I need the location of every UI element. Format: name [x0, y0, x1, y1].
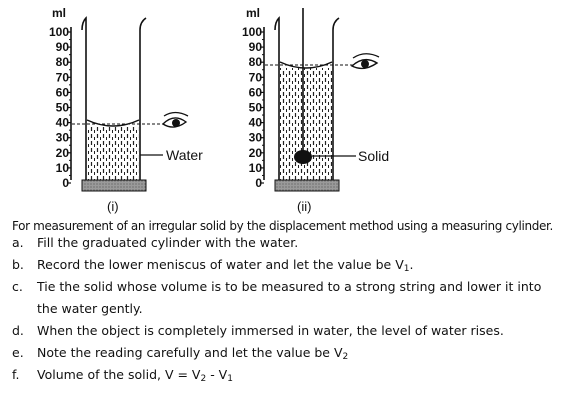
subscript: 1	[227, 374, 233, 384]
step-text: When the object is completely immersed in water, the level of water rises.	[37, 323, 504, 338]
list-item	[10, 232, 580, 254]
step-text-tail: .	[409, 257, 414, 272]
scale-value: 60	[55, 85, 69, 100]
unit-label-right: ml	[246, 6, 261, 20]
scale-left	[49, 25, 69, 190]
irregular-solid	[294, 150, 312, 164]
glass-wall-right	[275, 18, 279, 180]
scale-value: 50	[248, 100, 262, 115]
water-left	[87, 126, 139, 180]
step-text: Fill the graduated cylinder with the water.	[37, 235, 299, 250]
unit-label-left: ml	[52, 6, 67, 20]
scale-value: 20	[248, 145, 262, 160]
scale-value: 0	[62, 176, 69, 190]
cylinder-left	[49, 6, 203, 214]
meniscus-left	[87, 120, 139, 126]
subscript: 1	[403, 264, 410, 274]
scale-value: 70	[248, 70, 262, 85]
list-item	[10, 342, 580, 364]
procedure-list	[10, 232, 580, 386]
step-text-mid: - V	[206, 367, 228, 382]
scale-value: 90	[55, 40, 69, 55]
scale-right	[242, 25, 262, 190]
list-marker: f.	[12, 367, 20, 382]
scale-value: 80	[55, 55, 69, 70]
subscript: 2	[200, 374, 207, 384]
step-text: Note the reading carefully and let the value be V	[37, 345, 343, 360]
caption-left: (i)	[107, 199, 119, 214]
list-item	[10, 276, 580, 320]
eye-icon	[352, 54, 379, 69]
scale-value: 50	[55, 100, 69, 115]
list-marker: e.	[12, 345, 24, 360]
scale-value: 30	[55, 130, 69, 145]
step-text: Record the lower meniscus of water and let the value be V	[37, 257, 404, 272]
solid-label: Solid	[358, 148, 390, 164]
cylinder-base-left	[82, 180, 146, 191]
list-marker: b.	[12, 257, 24, 272]
list-marker: c.	[12, 279, 23, 294]
figure-caption: For measurement of an irregular solid by the displacement method using a measuring cylinder.	[12, 219, 554, 233]
scale-value: 100	[241, 25, 262, 39]
list-item	[10, 254, 580, 276]
scale-value: 10	[248, 160, 262, 175]
scale-value: 20	[55, 145, 69, 160]
list-item	[10, 364, 580, 386]
step-text: Tie the solid whose volume is to be measured to a strong string and lower it into	[37, 279, 542, 294]
list-marker: d.	[12, 323, 24, 338]
scale-value: 90	[248, 40, 262, 55]
eye-icon	[163, 113, 188, 128]
scale-value: 30	[248, 130, 262, 145]
scale-value: 10	[55, 160, 69, 175]
glass-wall-left	[82, 18, 86, 180]
cylinder-right	[242, 6, 389, 214]
scale-value: 80	[248, 55, 262, 70]
scale-value: 40	[248, 115, 262, 130]
scale-value: 70	[55, 70, 69, 85]
scale-value: 0	[255, 176, 262, 190]
list-item	[10, 320, 580, 342]
scale-value: 40	[55, 115, 69, 130]
scale-value: 60	[248, 85, 262, 100]
step-text-continued: the water gently.	[37, 301, 143, 316]
water-label: Water	[166, 147, 203, 163]
list-marker: a.	[12, 235, 24, 250]
caption-right: (ii)	[297, 199, 312, 214]
cylinder-base-right	[275, 180, 339, 191]
subscript: 2	[342, 352, 349, 362]
scale-value: 100	[48, 25, 69, 39]
step-text: Volume of the solid, V = V	[37, 367, 201, 382]
